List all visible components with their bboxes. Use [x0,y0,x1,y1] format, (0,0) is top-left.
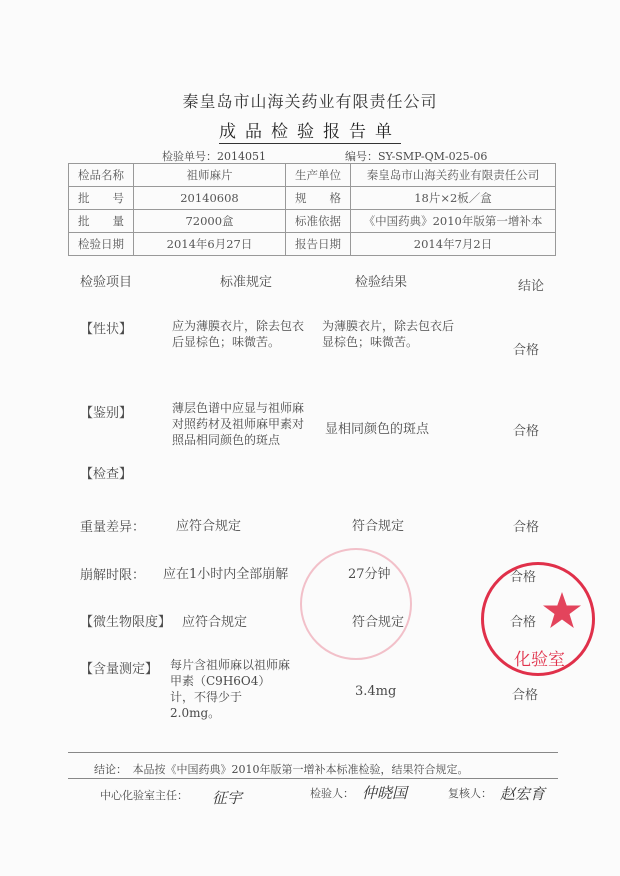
item-name: 【鉴别】 [80,406,133,421]
director-label: 中心化验室主任： [100,789,188,802]
official-stamp [481,562,595,676]
director-signature: 征宇 [212,789,243,807]
company-name: 秦皇岛市山海关药业有限责任公司 [182,92,438,111]
label: 批 号 [69,187,134,210]
document-title: 成品检验报告单 [219,122,401,142]
item-standard: 应为薄膜衣片，除去包衣后显棕色；味微苦。 [172,319,305,349]
reviewer-label: 复核人： [448,787,492,800]
batch-number: 20140608 [134,187,286,210]
label: 检品名称 [69,164,134,187]
item-conclusion: 合格 [513,520,540,535]
label: 生产单位 [286,164,351,187]
item-standard: 应符合规定 [176,519,242,534]
item-result: 符合规定 [352,519,405,534]
item-name: 【检查】 [80,467,133,482]
item-result: 符合规定 [352,615,405,630]
reviewer-signature: 赵宏育 [500,785,546,803]
item-name: 重量差异： [80,520,146,535]
item-name: 【含量测定】 [80,662,159,677]
test-date: 2014年6月27日 [134,233,286,256]
item-conclusion: 合格 [513,424,540,439]
column-header-conclusion: 结论 [518,279,545,294]
item-standard: 应符合规定 [182,615,248,630]
report-date: 2014年7月2日 [351,233,556,256]
item-result: 27分钟 [348,567,391,582]
specification: 18片×2板／盒 [351,187,556,210]
column-header-standard: 标准规定 [220,275,273,290]
item-conclusion: 合格 [510,570,537,585]
divider [68,752,558,753]
label: 报告日期 [286,233,351,256]
item-result: 为薄膜衣片，除去包衣后显棕色；味微苦。 [322,319,455,349]
column-header-item: 检验项目 [80,275,133,290]
label: 标准依据 [286,210,351,233]
product-name: 祖师麻片 [134,164,286,187]
item-standard: 应在1小时内全部崩解 [163,567,289,582]
label: 批 量 [69,210,134,233]
item-name: 崩解时限： [80,568,146,583]
star-icon [542,591,582,629]
item-name: 【性状】 [80,322,133,337]
item-standard: 薄层色谱中应显与祖师麻对照药材及祖师麻甲素对照品相同颜色的斑点 [172,401,305,447]
item-conclusion: 合格 [512,688,539,703]
column-header-result: 检验结果 [355,275,408,290]
item-name: 【微生物限度】 [80,615,172,630]
label: 检验日期 [69,233,134,256]
divider [68,778,558,779]
overall-conclusion: 结论： 本品按《中国药典》2010年版第一增补本标准检验，结果符合规定。 [94,763,469,776]
label: 规 格 [286,187,351,210]
item-conclusion: 合格 [513,343,540,358]
item-conclusion: 合格 [510,615,537,630]
item-standard: 每片含祖师麻以祖师麻甲素（C9H6O4）计，不得少于2.0mg。 [170,658,291,720]
inspector-signature: 仲晓国 [362,784,408,802]
document-code: 编号：SY-SMP-QM-025-06 [345,150,488,163]
stamp-text: 化验室 [514,650,565,670]
standard-basis: 《中国药典》2010年版第一增补本 [351,210,556,233]
item-result: 3.4mg [355,684,397,699]
item-result: 显相同颜色的斑点 [325,422,430,437]
batch-quantity: 72000盒 [134,210,286,233]
manufacturer: 秦皇岛市山海关药业有限责任公司 [351,164,556,187]
report-number: 检验单号：2014051 [162,150,266,163]
product-info-table [68,163,556,256]
inspector-label: 检验人： [310,787,354,800]
